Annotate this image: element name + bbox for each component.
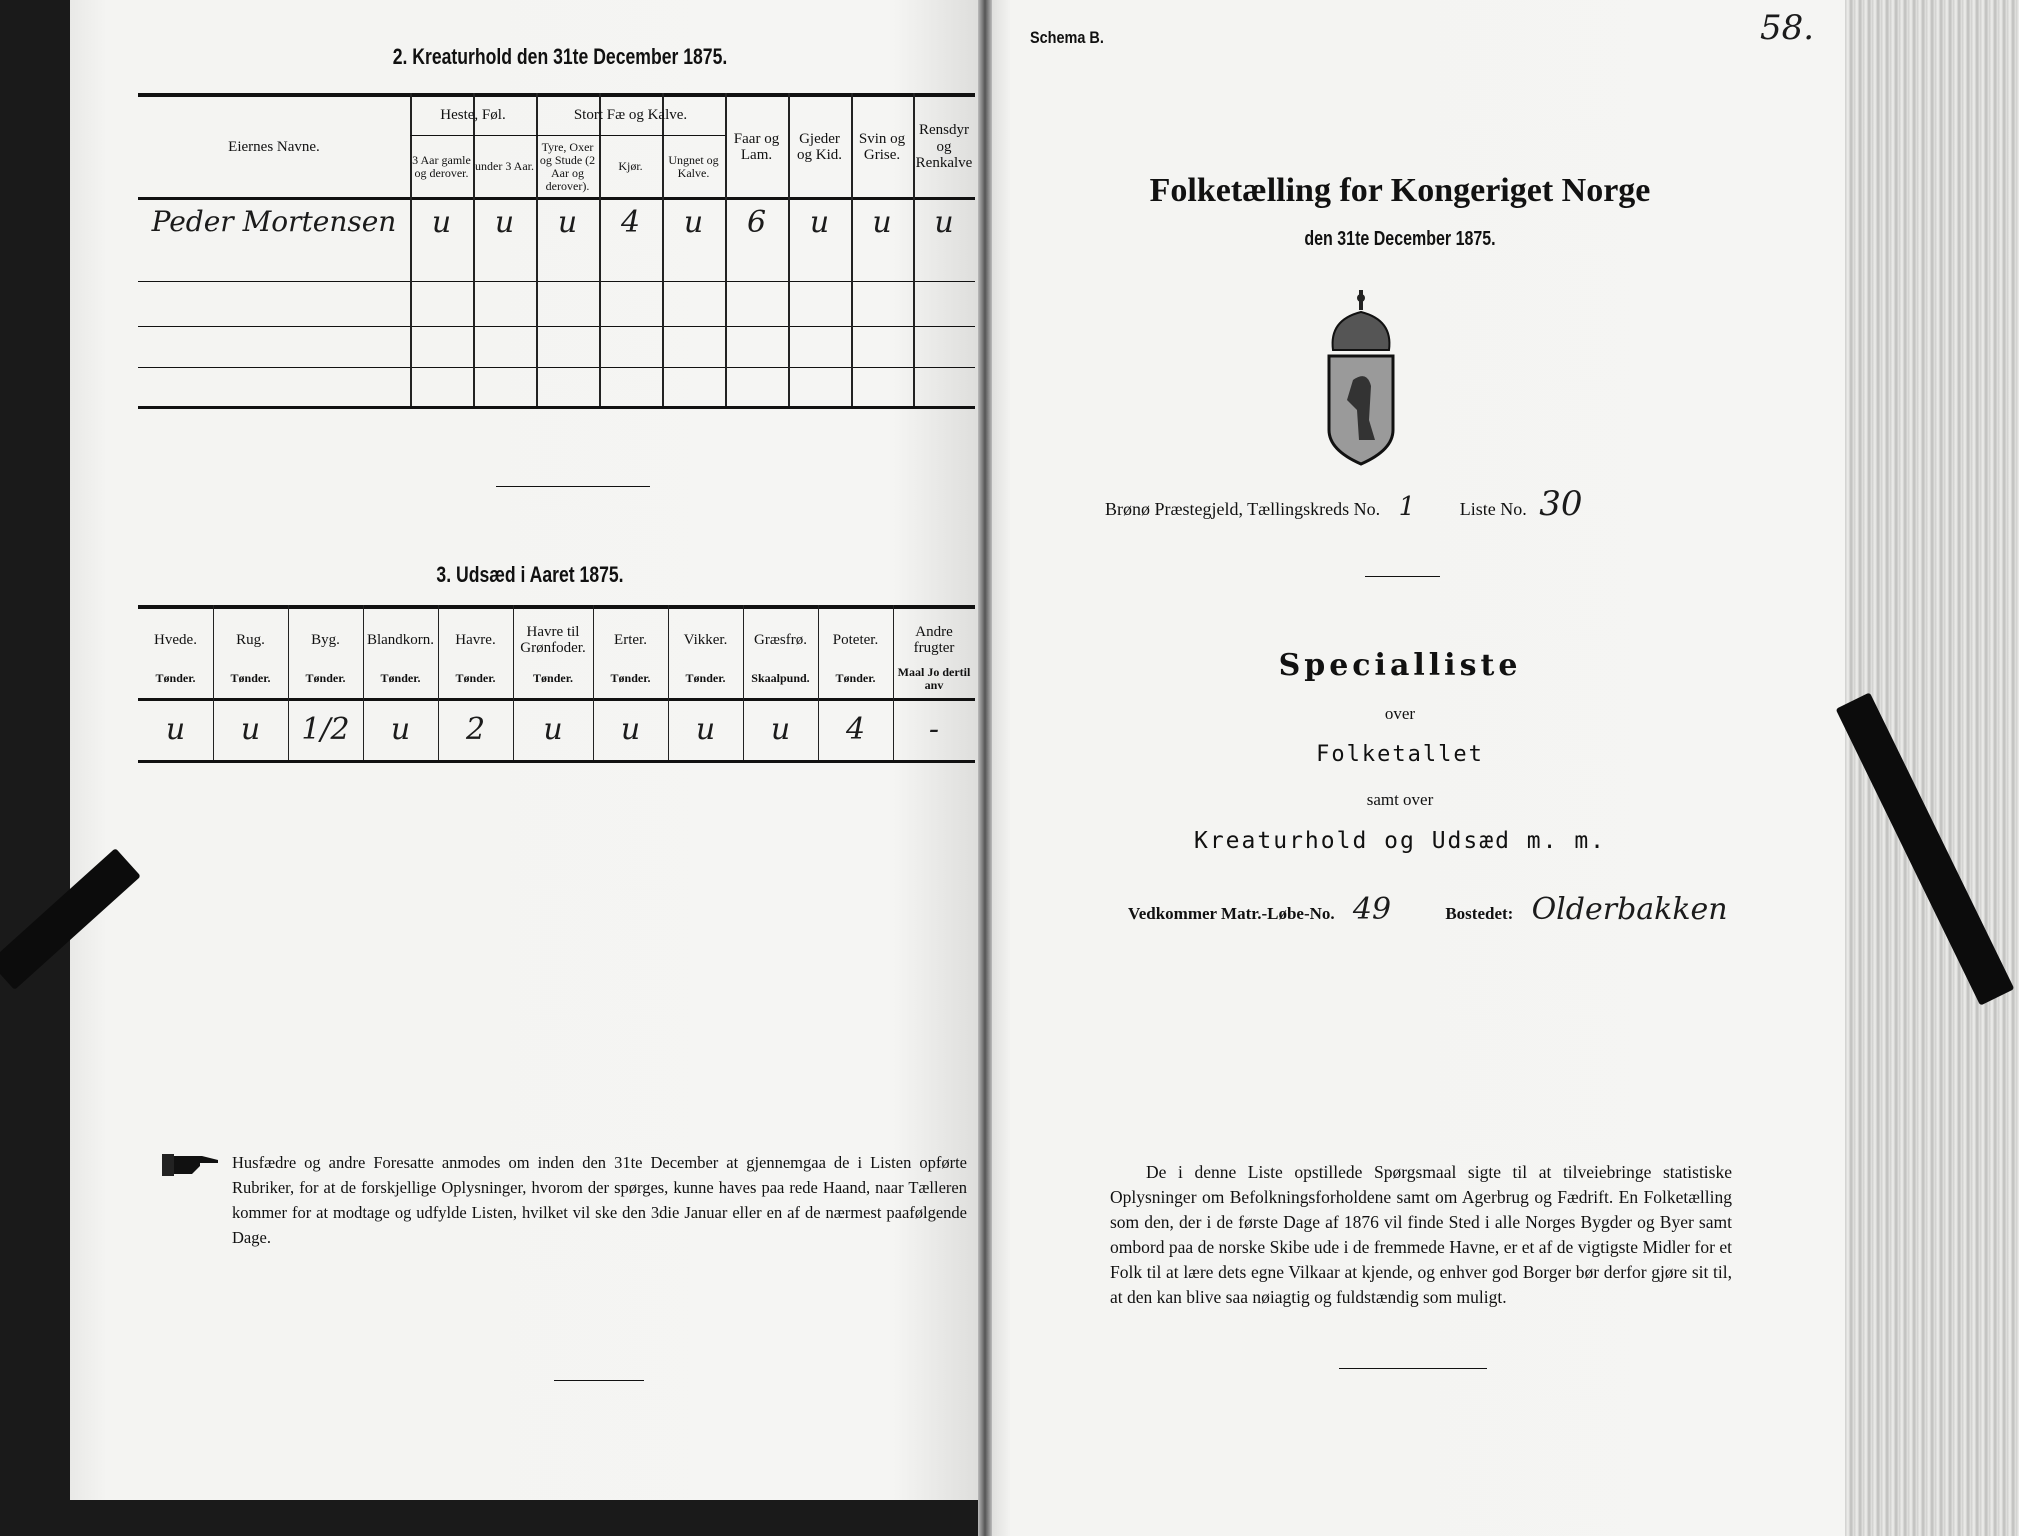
sowing-value: u bbox=[165, 712, 186, 747]
table-rule bbox=[138, 281, 975, 282]
column-header: Kjør. bbox=[618, 159, 643, 174]
unit-label: Tønder. bbox=[305, 671, 346, 686]
list-label: Liste No. bbox=[1459, 499, 1527, 519]
group-header-cattle: Stort Fæ og Kalve. bbox=[573, 106, 688, 123]
unit-label: Tønder. bbox=[610, 671, 651, 686]
matr-number: 49 bbox=[1352, 892, 1392, 927]
table-rule bbox=[138, 760, 975, 763]
divider bbox=[1365, 576, 1440, 577]
unit-label: Tønder. bbox=[685, 671, 726, 686]
notice-text: Husfædre og andre Foresatte anmodes om inden den 31te December at gjennemgaa de i Listen opførte Rubriker, for at de forskjellige Oplysninger, hvorom der spørges, kunne haves paa rede Haand, naar Tælleren kommer for at modtage og udfylde Listen, hvilket vil ske den 3die Januar eller en af de nærmest paafølgende Dage. bbox=[232, 1153, 967, 1247]
section3-title: 3. Udsæd i Aaret 1875. bbox=[436, 562, 624, 587]
column-header: Erter. bbox=[614, 631, 647, 648]
group-rule bbox=[410, 135, 725, 136]
district-number: 1 bbox=[1398, 492, 1416, 522]
table-rule bbox=[138, 197, 975, 200]
table-rule bbox=[138, 406, 975, 409]
group-header-horses: Heste, Føl. bbox=[440, 106, 506, 123]
table-rule bbox=[138, 326, 975, 327]
sowing-value: u bbox=[543, 712, 563, 747]
page-number: 58. bbox=[1760, 8, 1815, 48]
livestock-count: u bbox=[557, 205, 578, 240]
column-header: Græsfrø. bbox=[754, 631, 807, 648]
parish-line bbox=[1105, 484, 1582, 524]
column-header: Havre til Grønfoder. bbox=[520, 623, 586, 656]
folketallet-text: Folketallet bbox=[1316, 742, 1484, 767]
column-header: Byg. bbox=[311, 631, 340, 648]
column-header: Svin og Grise. bbox=[858, 130, 906, 163]
unit-label: Tønder. bbox=[380, 671, 421, 686]
column-header: Rug. bbox=[236, 631, 265, 648]
unit-label: Tønder. bbox=[455, 671, 496, 686]
table-rule bbox=[138, 605, 975, 609]
unit-label: Maal Jo dertil anv bbox=[897, 664, 971, 692]
column-header: Faar og Lam. bbox=[733, 130, 780, 163]
parish-label: Brønø Præstegjeld, Tællingskreds No. bbox=[1105, 499, 1381, 519]
unit-label: Skaalpund. bbox=[751, 671, 810, 686]
sowing-value: - bbox=[928, 712, 940, 747]
livestock-count: 6 bbox=[746, 205, 767, 240]
livestock-count: u bbox=[934, 205, 954, 240]
divider bbox=[496, 486, 650, 487]
list-number: 30 bbox=[1539, 484, 1583, 524]
column-header: Havre. bbox=[455, 631, 496, 648]
column-header: Poteter. bbox=[832, 631, 879, 648]
owner-name: Peder Mortensen bbox=[151, 205, 397, 238]
document-date: den 31te December 1875. bbox=[1304, 228, 1496, 250]
livestock-count: u bbox=[494, 205, 515, 240]
pointing-hand-icon bbox=[162, 1152, 220, 1178]
column-header: Ungnet og Kalve. bbox=[668, 152, 719, 180]
unit-label: Tønder. bbox=[155, 671, 196, 686]
norway-coat-of-arms-icon bbox=[1323, 290, 1399, 466]
section2-title: 2. Kreaturhold den 31te December 1875. bbox=[392, 44, 728, 69]
column-header: Hvede. bbox=[154, 631, 197, 648]
kreaturhold-text: Kreaturhold og Udsæd m. m. bbox=[1193, 828, 1607, 854]
book-spine bbox=[978, 0, 992, 1536]
over-text: over bbox=[1384, 704, 1416, 723]
livestock-count: u bbox=[872, 205, 892, 240]
document-title: Folketælling for Kongeriget Norge bbox=[1149, 172, 1651, 209]
livestock-count: u bbox=[431, 205, 452, 240]
table-rule bbox=[138, 367, 975, 368]
sowing-value: u bbox=[620, 712, 641, 747]
sowing-value: u bbox=[770, 712, 791, 747]
unit-label: Tønder. bbox=[835, 671, 876, 686]
column-header: Blandkorn. bbox=[366, 631, 435, 648]
livestock-count: u bbox=[809, 205, 830, 240]
sowing-value: 2 bbox=[465, 712, 486, 747]
info-paragraph: De i denne Liste opstillede Spørgsmaal sigte til at tilveiebringe statistiske Oplysninger om Befolkningsforholdene samt om Agerbrug og Fædrift. En Folketælling som den, der i de første Dage af 1876 vil finde Sted i alle Norges Bygder og Byer samt ombord paa de norske Skibe ude i de fremmede Havne, er et af de vigtigste Midler for et Folk til at lære dets egne Vilkaar at kjende, og enhver god Borger bør derfor gjøre sit til, at den kan blive saa nøiagtig og fuldstændig som muligt. bbox=[1110, 1162, 1732, 1307]
bosted-value: Olderbakken bbox=[1531, 892, 1728, 927]
column-header: Gjeder og Kid. bbox=[797, 130, 842, 163]
column-header: 3 Aar gamle og derover. bbox=[412, 152, 471, 180]
livestock-count: u bbox=[683, 205, 704, 240]
unit-label: Tønder. bbox=[230, 671, 271, 686]
table-rule bbox=[138, 698, 975, 701]
samt-over-text: samt over bbox=[1366, 790, 1434, 809]
column-header: Rensdyr og Renkalve bbox=[915, 122, 973, 172]
matrikkel-line bbox=[1128, 892, 1728, 927]
sowing-value: 4 bbox=[845, 712, 866, 747]
matr-label: Vedkommer Matr.-Løbe-No. bbox=[1128, 904, 1335, 923]
column-header: Andre frugter bbox=[913, 623, 955, 656]
column-header: Eiernes Navne. bbox=[228, 138, 320, 155]
column-header: Vikker. bbox=[683, 631, 728, 648]
column-header: Tyre, Oxer og Stude (2 Aar og derover). bbox=[539, 139, 596, 194]
bosted-label: Bostedet: bbox=[1445, 904, 1514, 923]
sowing-value: u bbox=[240, 712, 261, 747]
specialliste-heading: Specialliste bbox=[1278, 648, 1522, 683]
divider bbox=[1339, 1368, 1487, 1369]
unit-label: Tønder. bbox=[533, 671, 573, 686]
sowing-value: u bbox=[695, 712, 716, 747]
divider bbox=[554, 1380, 644, 1381]
sowing-value: u bbox=[390, 712, 411, 747]
livestock-count: 4 bbox=[620, 205, 641, 240]
schema-label: Schema B. bbox=[1030, 28, 1104, 47]
sowing-value: 1/2 bbox=[301, 712, 350, 747]
column-header: under 3 Aar. bbox=[475, 159, 534, 174]
